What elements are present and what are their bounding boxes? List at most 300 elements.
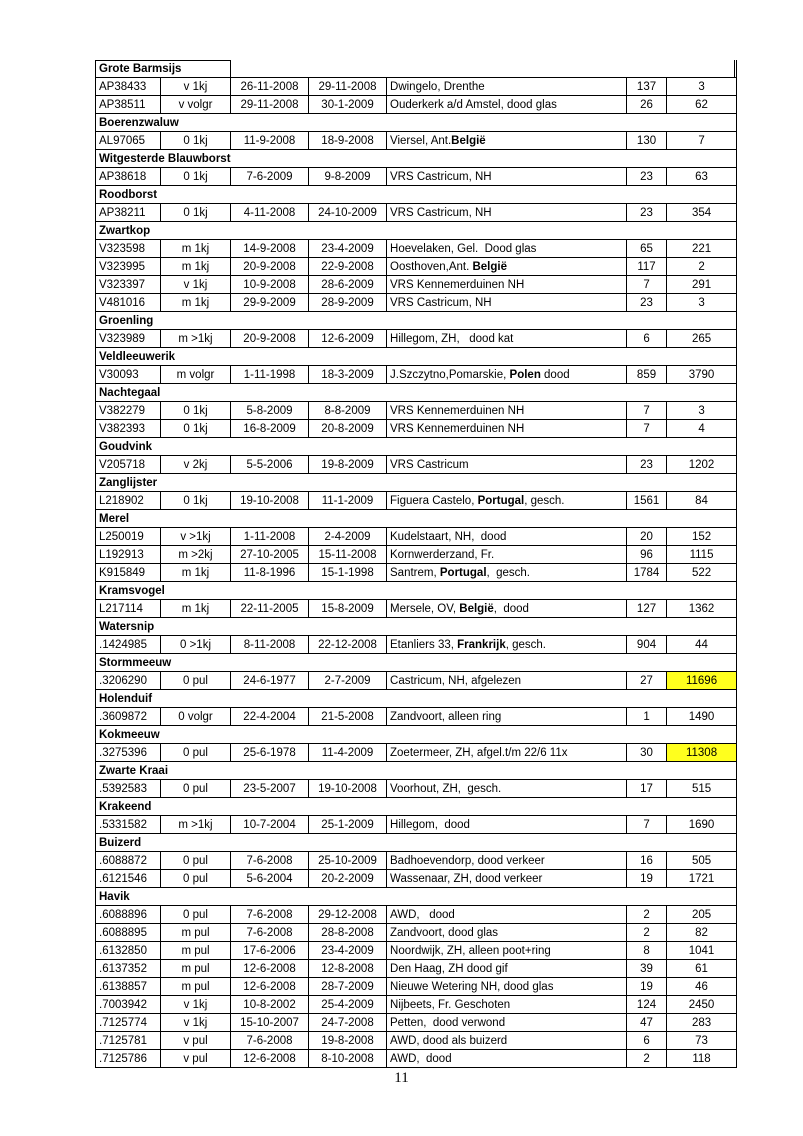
distance-km-cell: 23 (627, 456, 667, 474)
location-cell (387, 276, 627, 294)
age-cell: m pul (161, 960, 231, 978)
location-cell (387, 420, 627, 438)
recovery-date-cell: 2-4-2009 (309, 528, 387, 546)
ring-number-cell: .3609872 (96, 708, 161, 726)
header-blank (231, 60, 737, 78)
ring-number-cell: V30093 (96, 366, 161, 384)
distance-km-cell: 39 (627, 960, 667, 978)
ringing-date-cell: 1-11-1998 (231, 366, 309, 384)
recovery-date-cell: 20-2-2009 (309, 870, 387, 888)
country-name: Polen (509, 368, 541, 381)
age-cell: m volgr (161, 366, 231, 384)
age-cell: v 1kj (161, 276, 231, 294)
distance-km-cell: 16 (627, 852, 667, 870)
ring-number-cell: V323989 (96, 330, 161, 348)
recovery-date-cell: 25-1-2009 (309, 816, 387, 834)
days-cell: 1490 (667, 708, 737, 726)
species-name: Stormmeeuw (96, 654, 737, 672)
age-cell: m 1kj (161, 600, 231, 618)
location-cell (387, 528, 627, 546)
species-header-row (96, 114, 737, 132)
table-row (96, 978, 737, 996)
table-row (96, 852, 737, 870)
table-row (96, 96, 737, 114)
species-name: Buizerd (96, 834, 737, 852)
ringing-date-cell: 11-8-1996 (231, 564, 309, 582)
table-row (96, 528, 737, 546)
location-cell (387, 708, 627, 726)
location-text: Badhoevendorp, dood verkeer (390, 854, 545, 867)
days-cell: 73 (667, 1032, 737, 1050)
ring-number-cell: .6137352 (96, 960, 161, 978)
ringing-date-cell: 7-6-2008 (231, 924, 309, 942)
table-row (96, 546, 737, 564)
distance-km-cell: 19 (627, 978, 667, 996)
table-row (96, 420, 737, 438)
distance-km-cell: 6 (627, 330, 667, 348)
location-text: Hoevelaken, Gel. Dood glas (390, 242, 537, 255)
days-cell: 63 (667, 168, 737, 186)
ringing-date-cell: 5-5-2006 (231, 456, 309, 474)
recovery-date-cell: 11-4-2009 (309, 744, 387, 762)
species-name: Krakeend (96, 798, 737, 816)
age-cell: 0 pul (161, 744, 231, 762)
table-row (96, 870, 737, 888)
recovery-date-cell: 28-7-2009 (309, 978, 387, 996)
distance-km-cell: 20 (627, 528, 667, 546)
days-cell: 62 (667, 96, 737, 114)
location-text: Petten, dood verwond (390, 1016, 506, 1029)
distance-km-cell: 2 (627, 1050, 667, 1068)
ring-number-cell: L218902 (96, 492, 161, 510)
species-header-row (96, 510, 737, 528)
recovery-date-cell: 2-7-2009 (309, 672, 387, 690)
species-header-row (96, 150, 737, 168)
recovery-date-cell: 21-5-2008 (309, 708, 387, 726)
age-cell: v 1kj (161, 1014, 231, 1032)
table-row (96, 816, 737, 834)
ringing-date-cell: 1-11-2008 (231, 528, 309, 546)
age-cell: 0 pul (161, 852, 231, 870)
ring-number-cell: .6088895 (96, 924, 161, 942)
species-header-row (96, 438, 737, 456)
days-cell: 283 (667, 1014, 737, 1032)
table-row (96, 564, 737, 582)
ringing-date-cell: 20-9-2008 (231, 258, 309, 276)
age-cell: 0 pul (161, 870, 231, 888)
distance-km-cell: 2 (627, 906, 667, 924)
ringing-date-cell: 29-9-2009 (231, 294, 309, 312)
ringing-date-cell: 29-11-2008 (231, 96, 309, 114)
distance-km-cell: 127 (627, 600, 667, 618)
age-cell: m pul (161, 924, 231, 942)
days-cell: 3790 (667, 366, 737, 384)
recovery-date-cell: 19-8-2008 (309, 1032, 387, 1050)
days-cell: 1690 (667, 816, 737, 834)
location-cell (387, 636, 627, 654)
location-text: Santrem, (390, 566, 440, 579)
table-row (96, 366, 737, 384)
ring-number-cell: .6132850 (96, 942, 161, 960)
location-cell (387, 1032, 627, 1050)
age-cell: 0 1kj (161, 402, 231, 420)
table-row (96, 78, 737, 96)
species-name: Zanglijster (96, 474, 737, 492)
days-cell: 2450 (667, 996, 737, 1014)
days-cell: 3 (667, 78, 737, 96)
table-row (96, 636, 737, 654)
days-cell: 1041 (667, 942, 737, 960)
recovery-date-cell: 23-4-2009 (309, 942, 387, 960)
location-cell (387, 168, 627, 186)
ring-number-cell: L192913 (96, 546, 161, 564)
distance-km-cell: 7 (627, 816, 667, 834)
ring-number-cell: AP38433 (96, 78, 161, 96)
age-cell: 0 1kj (161, 168, 231, 186)
location-text: Zandvoort, alleen ring (390, 710, 502, 723)
ringing-date-cell: 7-6-2008 (231, 852, 309, 870)
age-cell: v 1kj (161, 996, 231, 1014)
ring-number-cell: .3275396 (96, 744, 161, 762)
days-cell: 44 (667, 636, 737, 654)
age-cell: 0 1kj (161, 420, 231, 438)
ringing-date-cell: 7-6-2008 (231, 906, 309, 924)
recovery-date-cell: 8-10-2008 (309, 1050, 387, 1068)
ring-number-cell: V382393 (96, 420, 161, 438)
species-name: Zwartkop (96, 222, 737, 240)
age-cell: 0 >1kj (161, 636, 231, 654)
location-cell (387, 906, 627, 924)
days-cell: 221 (667, 240, 737, 258)
table-body (96, 60, 737, 1068)
days-cell: 84 (667, 492, 737, 510)
location-text: Hillegom, dood (390, 818, 470, 831)
species-header-row (96, 60, 737, 78)
table-row (96, 1014, 737, 1032)
recovery-date-cell: 24-7-2008 (309, 1014, 387, 1032)
distance-km-cell: 23 (627, 294, 667, 312)
ring-recovery-table-wrapper (95, 60, 736, 1068)
location-text: VRS Kennemerduinen NH (390, 422, 525, 435)
age-cell: m 1kj (161, 564, 231, 582)
species-header-row (96, 348, 737, 366)
distance-km-cell: 26 (627, 96, 667, 114)
age-cell: v volgr (161, 96, 231, 114)
location-suffix: , gesch. (505, 638, 546, 651)
location-cell (387, 492, 627, 510)
table-row (96, 330, 737, 348)
table-row (96, 924, 737, 942)
table-row (96, 1050, 737, 1068)
page-number: 11 (394, 1070, 409, 1086)
days-cell: 7 (667, 132, 737, 150)
species-name: Boerenzwaluw (96, 114, 737, 132)
days-cell: 1721 (667, 870, 737, 888)
location-text: VRS Kennemerduinen NH (390, 278, 525, 291)
location-text: Voorhout, ZH, gesch. (390, 782, 502, 795)
table-row (96, 402, 737, 420)
table-row (96, 240, 737, 258)
days-cell: 61 (667, 960, 737, 978)
recovery-date-cell: 28-9-2009 (309, 294, 387, 312)
location-cell (387, 996, 627, 1014)
ringing-date-cell: 22-4-2004 (231, 708, 309, 726)
location-text: Kornwerderzand, Fr. (390, 548, 495, 561)
ringing-date-cell: 26-11-2008 (231, 78, 309, 96)
location-cell (387, 258, 627, 276)
recovery-date-cell: 29-12-2008 (309, 906, 387, 924)
species-header-row (96, 762, 737, 780)
location-cell (387, 564, 627, 582)
days-cell: 3 (667, 402, 737, 420)
recovery-date-cell: 12-8-2008 (309, 960, 387, 978)
distance-km-cell: 130 (627, 132, 667, 150)
location-text: VRS Castricum, NH (390, 170, 492, 183)
ringing-date-cell: 15-10-2007 (231, 1014, 309, 1032)
days-cell: 205 (667, 906, 737, 924)
species-name: Nachtegaal (96, 384, 737, 402)
recovery-date-cell: 29-11-2008 (309, 78, 387, 96)
species-name: Veldleeuwerik (96, 348, 737, 366)
location-text: Nieuwe Wetering NH, dood glas (390, 980, 554, 993)
location-cell (387, 978, 627, 996)
table-row (96, 996, 737, 1014)
location-cell (387, 1014, 627, 1032)
species-header-row (96, 222, 737, 240)
table-row (96, 1032, 737, 1050)
location-text: Wassenaar, ZH, dood verkeer (390, 872, 543, 885)
recovery-date-cell: 12-6-2009 (309, 330, 387, 348)
age-cell: 0 1kj (161, 132, 231, 150)
days-cell: 522 (667, 564, 737, 582)
recovery-date-cell: 28-6-2009 (309, 276, 387, 294)
species-name: Kokmeeuw (96, 726, 737, 744)
species-name: Kramsvogel (96, 582, 737, 600)
ringing-date-cell: 8-11-2008 (231, 636, 309, 654)
days-cell: 515 (667, 780, 737, 798)
days-cell: 46 (667, 978, 737, 996)
distance-km-cell: 23 (627, 168, 667, 186)
species-header-row (96, 834, 737, 852)
days-cell: 265 (667, 330, 737, 348)
ring-number-cell: V323397 (96, 276, 161, 294)
recovery-date-cell: 28-8-2008 (309, 924, 387, 942)
location-cell (387, 366, 627, 384)
age-cell: v 2kj (161, 456, 231, 474)
ringing-date-cell: 4-11-2008 (231, 204, 309, 222)
table-row (96, 708, 737, 726)
location-text: Den Haag, ZH dood gif (390, 962, 508, 975)
distance-km-cell: 7 (627, 420, 667, 438)
ring-number-cell: .5331582 (96, 816, 161, 834)
species-name: Merel (96, 510, 737, 528)
recovery-date-cell: 18-3-2009 (309, 366, 387, 384)
ring-number-cell: AP38211 (96, 204, 161, 222)
ringing-date-cell: 22-11-2005 (231, 600, 309, 618)
ringing-date-cell: 7-6-2009 (231, 168, 309, 186)
location-cell (387, 330, 627, 348)
distance-km-cell: 2 (627, 924, 667, 942)
ring-number-cell: .6088896 (96, 906, 161, 924)
days-cell: 1115 (667, 546, 737, 564)
ringing-date-cell: 17-6-2006 (231, 942, 309, 960)
days-cell: 505 (667, 852, 737, 870)
recovery-date-cell: 11-1-2009 (309, 492, 387, 510)
days-cell: 82 (667, 924, 737, 942)
ring-number-cell: .7125774 (96, 1014, 161, 1032)
species-header-row (96, 690, 737, 708)
days-cell: 152 (667, 528, 737, 546)
location-cell (387, 402, 627, 420)
location-cell (387, 924, 627, 942)
species-name: Havik (96, 888, 737, 906)
ringing-date-cell: 5-6-2004 (231, 870, 309, 888)
species-name: Grote Barmsijs (96, 60, 231, 78)
ringing-date-cell: 14-9-2008 (231, 240, 309, 258)
location-text: Hillegom, ZH, dood kat (390, 332, 514, 345)
age-cell: 0 1kj (161, 204, 231, 222)
location-cell (387, 96, 627, 114)
location-text: AWD, dood (390, 1052, 452, 1065)
days-cell: 291 (667, 276, 737, 294)
ring-number-cell: .6088872 (96, 852, 161, 870)
recovery-date-cell: 15-1-1998 (309, 564, 387, 582)
table-row (96, 258, 737, 276)
table-row (96, 744, 737, 762)
table-row (96, 672, 737, 690)
recovery-date-cell: 25-10-2009 (309, 852, 387, 870)
species-name: Zwarte Kraai (96, 762, 737, 780)
days-cell: 118 (667, 1050, 737, 1068)
distance-km-cell: 859 (627, 366, 667, 384)
age-cell: m >1kj (161, 330, 231, 348)
ring-number-cell: .7125786 (96, 1050, 161, 1068)
location-text: Ouderkerk a/d Amstel, dood glas (390, 98, 557, 111)
location-text: Nijbeets, Fr. Geschoten (390, 998, 511, 1011)
age-cell: 0 pul (161, 906, 231, 924)
location-text: Oosthoven,Ant. (390, 260, 473, 273)
days-cell: 11308 (667, 744, 737, 762)
age-cell: m 1kj (161, 240, 231, 258)
distance-km-cell: 17 (627, 780, 667, 798)
recovery-date-cell: 15-8-2009 (309, 600, 387, 618)
table-row (96, 942, 737, 960)
ring-number-cell: .3206290 (96, 672, 161, 690)
ringing-date-cell: 10-8-2002 (231, 996, 309, 1014)
recovery-date-cell: 30-1-2009 (309, 96, 387, 114)
location-text: Zoetermeer, ZH, afgel.t/m 22/6 11x (390, 746, 568, 759)
age-cell: m 1kj (161, 294, 231, 312)
species-header-row (96, 474, 737, 492)
age-cell: m >1kj (161, 816, 231, 834)
location-text: Castricum, NH, afgelezen (390, 674, 522, 687)
country-name: Portugal (439, 566, 487, 579)
species-name: Watersnip (96, 618, 737, 636)
species-header-row (96, 384, 737, 402)
recovery-date-cell: 25-4-2009 (309, 996, 387, 1014)
recovery-date-cell: 19-10-2008 (309, 780, 387, 798)
distance-km-cell: 1 (627, 708, 667, 726)
location-cell (387, 600, 627, 618)
ringing-date-cell: 25-6-1978 (231, 744, 309, 762)
distance-km-cell: 137 (627, 78, 667, 96)
days-cell: 1202 (667, 456, 737, 474)
days-cell: 2 (667, 258, 737, 276)
days-cell: 1362 (667, 600, 737, 618)
location-text: VRS Kennemerduinen NH (390, 404, 525, 417)
location-text: Noordwijk, ZH, alleen poot+ring (390, 944, 551, 957)
age-cell: 0 volgr (161, 708, 231, 726)
days-cell: 11696 (667, 672, 737, 690)
location-cell (387, 1050, 627, 1068)
location-text: J.Szczytno,Pomarskie, (390, 368, 510, 381)
age-cell: m 1kj (161, 258, 231, 276)
distance-km-cell: 47 (627, 1014, 667, 1032)
species-name: Witgesterde Blauwborst (96, 150, 737, 168)
days-cell: 3 (667, 294, 737, 312)
ring-number-cell: .6121546 (96, 870, 161, 888)
location-suffix: dood (540, 368, 570, 381)
location-text: Mersele, OV, (390, 602, 460, 615)
species-header-row (96, 312, 737, 330)
country-name: België (459, 602, 494, 615)
age-cell: m pul (161, 942, 231, 960)
distance-km-cell: 19 (627, 870, 667, 888)
ringing-date-cell: 12-6-2008 (231, 960, 309, 978)
age-cell: m pul (161, 978, 231, 996)
distance-km-cell: 1561 (627, 492, 667, 510)
location-cell (387, 870, 627, 888)
location-cell (387, 456, 627, 474)
table-row (96, 492, 737, 510)
distance-km-cell: 96 (627, 546, 667, 564)
location-text: Etanliers 33, (390, 638, 458, 651)
location-cell (387, 780, 627, 798)
table-row (96, 960, 737, 978)
species-name: Roodborst (96, 186, 737, 204)
age-cell: 0 pul (161, 672, 231, 690)
ring-number-cell: K915849 (96, 564, 161, 582)
ring-number-cell: AP38511 (96, 96, 161, 114)
ringing-date-cell: 7-6-2008 (231, 1032, 309, 1050)
distance-km-cell: 8 (627, 942, 667, 960)
distance-km-cell: 124 (627, 996, 667, 1014)
location-cell (387, 672, 627, 690)
distance-km-cell: 65 (627, 240, 667, 258)
recovery-date-cell: 22-9-2008 (309, 258, 387, 276)
ring-number-cell: V323995 (96, 258, 161, 276)
age-cell: v 1kj (161, 78, 231, 96)
country-name: Portugal (477, 494, 525, 507)
ring-number-cell: L217114 (96, 600, 161, 618)
age-cell: v pul (161, 1050, 231, 1068)
recovery-date-cell: 15-11-2008 (309, 546, 387, 564)
distance-km-cell: 30 (627, 744, 667, 762)
table-row (96, 780, 737, 798)
ringing-date-cell: 24-6-1977 (231, 672, 309, 690)
location-text: Viersel, Ant. (390, 134, 452, 147)
location-text: VRS Castricum, NH (390, 296, 492, 309)
table-row (96, 204, 737, 222)
species-header-row (96, 186, 737, 204)
ringing-date-cell: 19-10-2008 (231, 492, 309, 510)
ring-number-cell: .5392583 (96, 780, 161, 798)
location-cell (387, 546, 627, 564)
recovery-date-cell: 18-9-2008 (309, 132, 387, 150)
recovery-date-cell: 20-8-2009 (309, 420, 387, 438)
ringing-date-cell: 16-8-2009 (231, 420, 309, 438)
ring-number-cell: .7125781 (96, 1032, 161, 1050)
